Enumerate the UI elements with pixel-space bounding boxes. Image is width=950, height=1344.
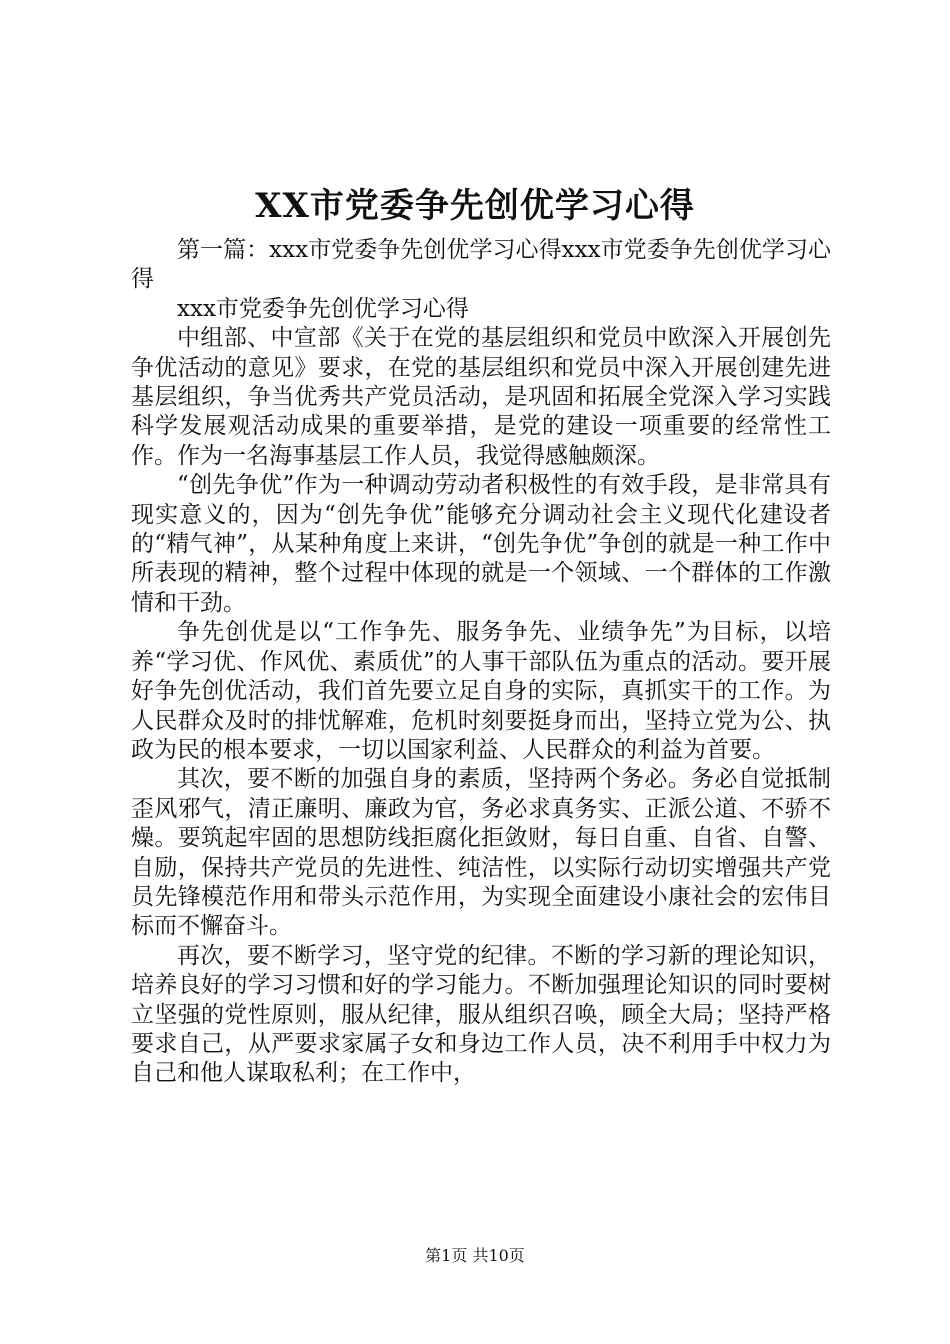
paragraph: 争先创优是以“工作争先、服务争先、业绩争先”为目标，以培养“学习优、作风优、素质优”的人事干部队伍为重点的活动。要开展好争先创优活动，我们首先要立足自身的实际，真抓实干的工作。为人民群众及时的排忧解难，危机时刻要挺身而出，坚持立党为公、执政为民的根本要求，一切以国家利益、人民群众的利益为首要。: [131, 619, 831, 763]
paragraph: xxx市党委争先创优学习心得: [177, 295, 469, 322]
paragraph: 第一篇：xxx市党委争先创优学习心得xxx市党委争先创优学习心得: [131, 237, 831, 293]
paragraph: 再次，要不断学习，坚守党的纪律。不断的学习新的理论知识，培养良好的学习习惯和好的学习能力。不断加强理论知识的同时要树立坚强的党性原则，服从纪律，服从组织召唤，顾全大局；坚持严格要求自己，从严要求家属子女和身边工作人员，决不利用手中权力为自己和他人谋取私利；在工作中，: [131, 942, 831, 1087]
document-title: XX市党委争先创优学习心得: [255, 186, 695, 226]
paragraph: 其次，要不断的加强自身的素质，坚持两个务必。务必自觉抵制歪风邪气，清正廉明、廉政为官，务必求真务实、正派公道、不骄不燥。要筑起牢固的思想防线拒腐化拒敛财，每日自重、自省、自警、自励，保持共产党员的先进性、纯洁性，以实际行动切实增强共产党员先锋模范作用和带头示范作用，为实现全面建设小康社会的宏伟目标而不懈奋斗。: [131, 766, 831, 940]
paragraph: 中组部、中宣部《关于在党的基层组织和党员中欧深入开展创先争优活动的意见》要求，在党的基层组织和党员中深入开展创建先进基层组织，争当优秀共产党员活动，是巩固和拓展全党深入学习实践科学发展观活动成果的重要举措，是党的建设一项重要的经常性工作。作为一名海事基层工作人员，我觉得感触颇深。: [131, 325, 831, 469]
document-body: [131, 236, 831, 1089]
page-footer: 第1页 共10页: [425, 1246, 525, 1265]
paragraph: “创先争优”作为一种调动劳动者积极性的有效手段，是非常具有现实意义的，因为“创先争优”能够充分调动社会主义现代化建设者的“精气神”，从某种角度上来讲，“创先争优”争创的就是一种工作中所表现的精神，整个过程中体现的就是一个领域、一个群体的工作激情和干劲。: [131, 472, 831, 616]
